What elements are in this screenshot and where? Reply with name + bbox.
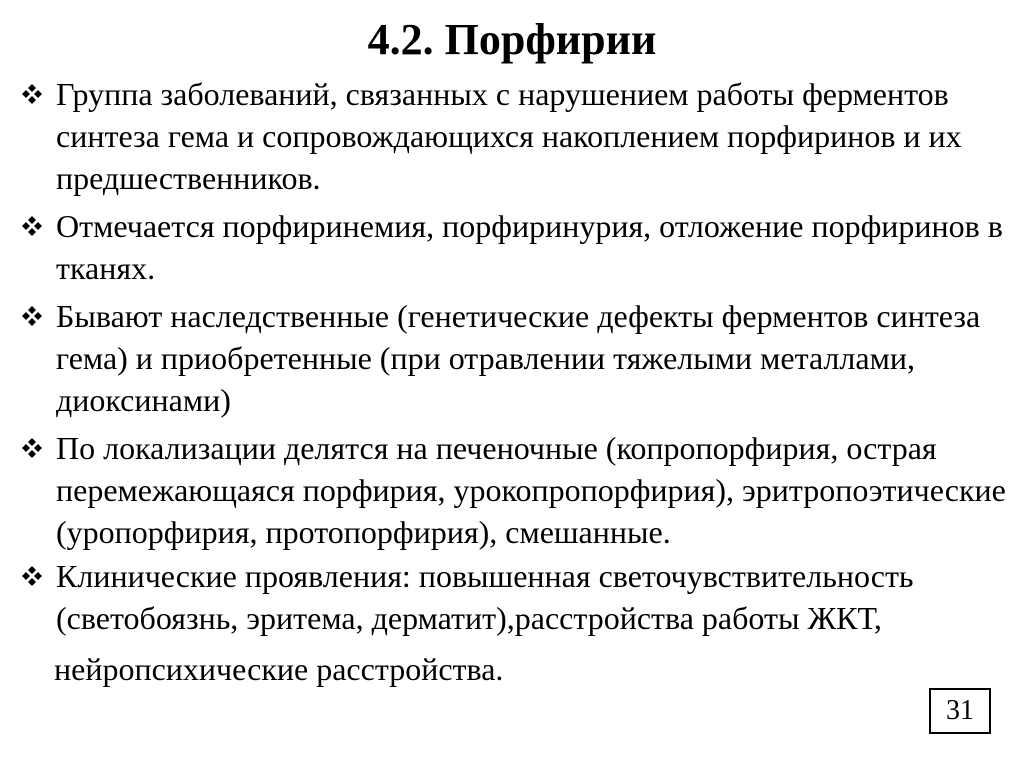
diamond-bullet-icon (20, 214, 44, 238)
bullet-list (18, 73, 1018, 641)
slide-title: 4.2. Порфирии (367, 15, 657, 64)
diamond-bullet-icon (20, 82, 44, 106)
page-number: 31 (929, 688, 991, 734)
bullet-item (18, 73, 1018, 199)
bullet-item (18, 295, 1018, 421)
diamond-bullet-icon (20, 436, 44, 460)
diamond-bullet-icon (20, 304, 44, 328)
bullet-text: Группа заболеваний, связанных с нарушением работы ферментов синтеза гема и сопровождающихся накоплением порфиринов и их предшественников. (56, 76, 962, 196)
bullet-text: Отмечается порфиринемия, порфиринурия, отложение порфиринов в тканях. (56, 208, 1003, 286)
bullet-continuation-text: нейропсихические расстройства. (54, 651, 504, 687)
bullet-item (18, 205, 1018, 289)
bullet-text: Бывают наследственные (генетические дефекты ферментов синтеза гема) и приобретенные (при отравлении тяжелыми металлами, диоксинами) (56, 298, 981, 418)
bullet-text: Клинические проявления: повышенная светочувствительность (светобоязнь, эритема, дерматит),расстройства работы ЖКТ, (56, 558, 914, 636)
diamond-bullet-icon (20, 564, 44, 588)
bullet-item (18, 555, 1018, 639)
bullet-text: По локализации делятся на печеночные (копропорфирия, острая перемежающаяся порфирия, урокопропорфирия), эритропоэтические (уропорфирия, протопорфирия), смешанные. (56, 430, 1006, 550)
bullet-item (18, 427, 1018, 553)
